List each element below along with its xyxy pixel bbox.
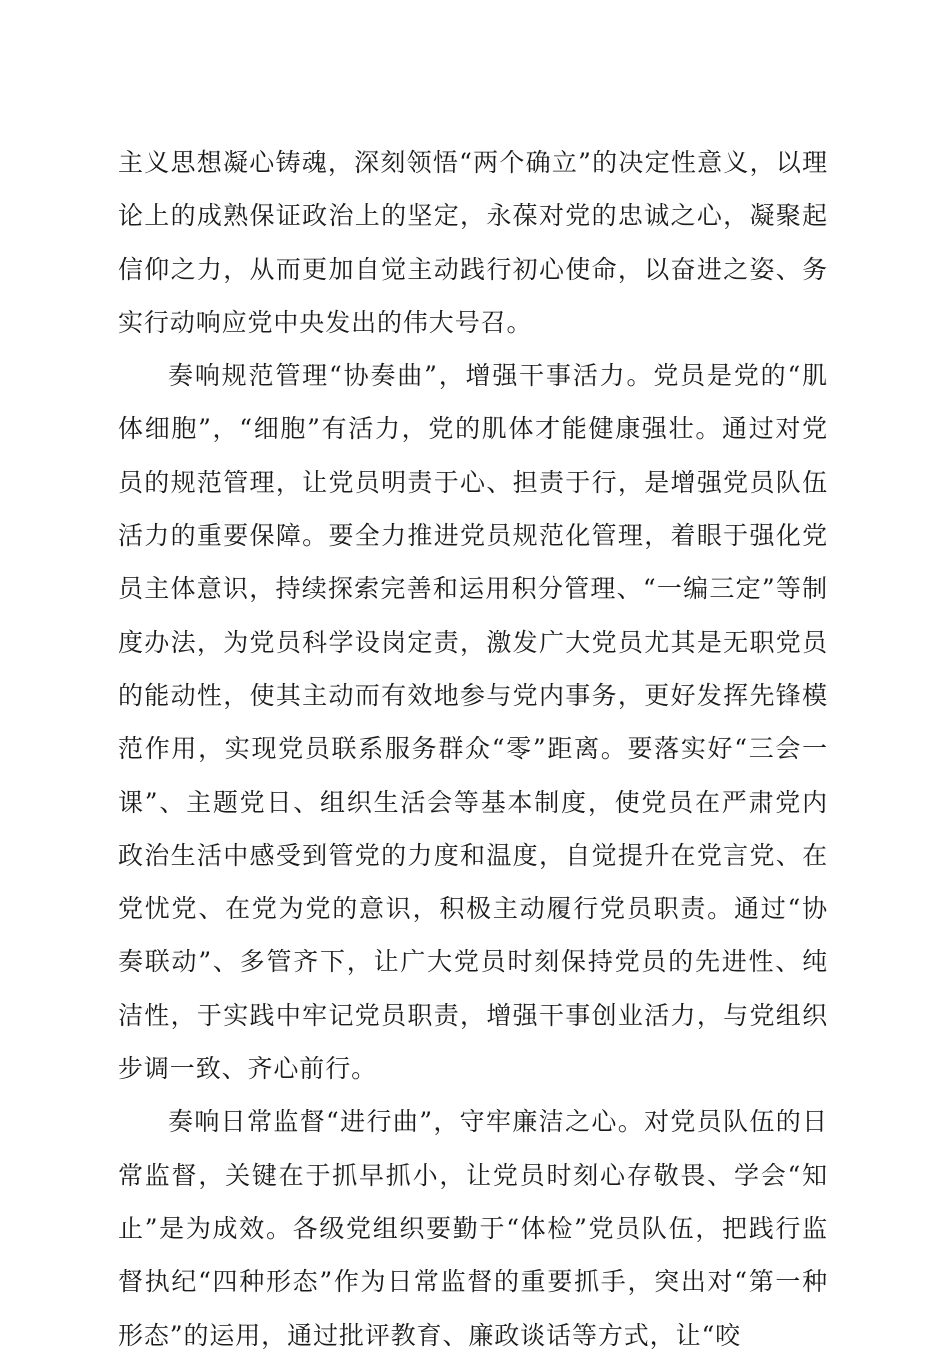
paragraph-continuation: 主义思想凝心铸魂，深刻领悟“两个确立”的决定性意义，以理论上的成熟保证政治上的坚定，永葆对党的忠诚之心，凝聚起信仰之力，从而更加自觉主动践行初心使命，以奋进之姿、务实行动响应党中央发出的伟大号召。: [118, 148, 828, 337]
paragraph-standardized-management: 奏响规范管理“协奏曲”，增强干事活力。党员是党的“肌体细胞”，“细胞”有活力，党的肌体才能健康强壮。通过对党员的规范管理，让党员明责于心、担责于行，是增强党员队伍活力的重要保障。要全力推进党员规范化管理，着眼于强化党员主体意识，持续探索完善和运用积分管理、“一编三定”等制度办法，为党员科学设岗定责，激发广大党员尤其是无职党员的能动性，使其主动而有效地参与党内事务，更好发挥先锋模范作用，实现党员联系服务群众“零”距离。要落实好“三会一课”、主题党日、组织生活会等基本制度，使党员在严肃党内政治生活中感受到管党的力度和温度，自觉提升在党言党、在党忧党、在党为党的意识，积极主动履行党员职责。通过“协奏联动”、多管齐下，让广大党员时刻保持党员的先进性、纯洁性，于实践中牢记党员职责，增强干事创业活力，与党组织步调一致、齐心前行。: [118, 361, 828, 1084]
paragraph-daily-supervision: 奏响日常监督“进行曲”，守牢廉洁之心。对党员队伍的日常监督，关键在于抓早抓小，让党员时刻心存敬畏、学会“知止”是为成效。各级党组织要勤于“体检”党员队伍，把践行监督执纪“四种形态”作为日常监督的重要抓手，突出对“第一种形态”的运用，通过批评教育、廉政谈话等方式，让“咬: [118, 1107, 828, 1350]
body-text: [118, 136, 828, 1362]
